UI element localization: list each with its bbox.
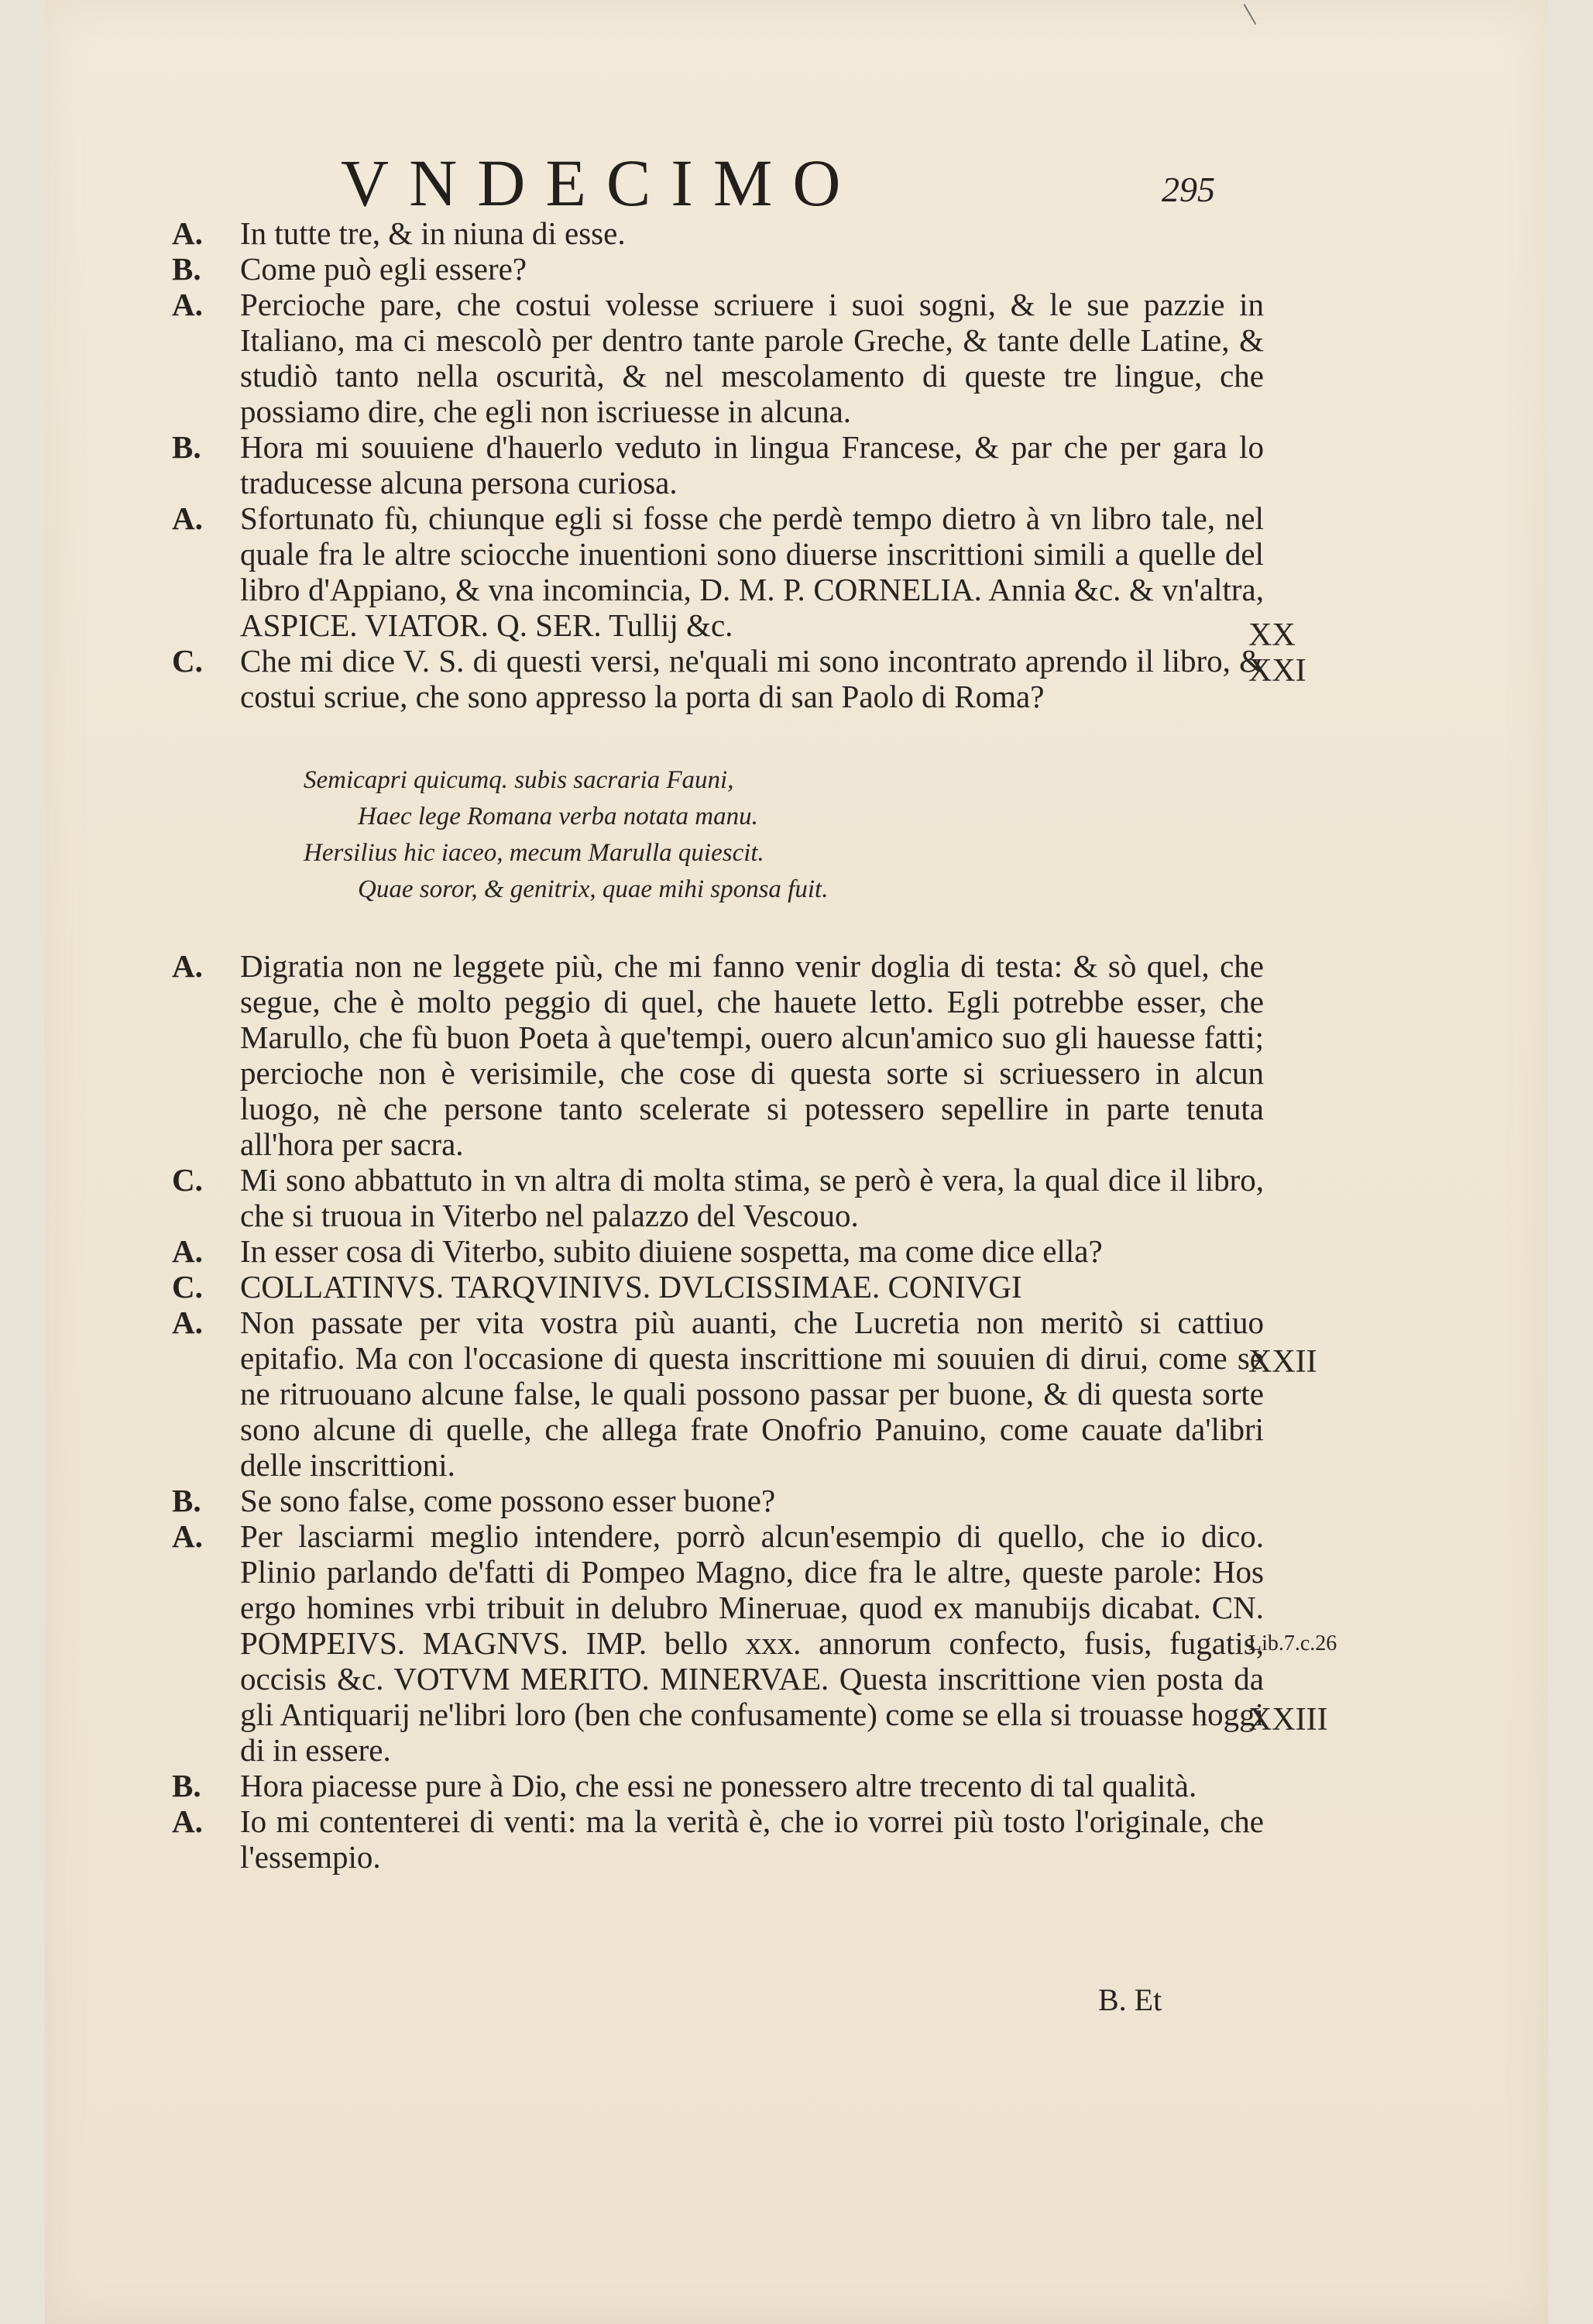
running-title: VNDECIMO [341,146,861,220]
dialogue-turn [172,1269,1264,1305]
dialogue-turn [172,287,1264,429]
dialogue-turn [172,1162,1264,1233]
turn-text: Hora mi souuiene d'hauerlo veduto in lingua Francese, & par che per gara lo traducesse alcuna persona curiosa. [240,429,1264,500]
margin-note: XX [1248,617,1296,653]
verse-line: Haec lege Romana verba notata manu. [358,803,758,830]
page-number: 295 [1162,170,1215,209]
dialogue-turn [172,1768,1264,1803]
dialogue-turn [172,1233,1264,1269]
inscription-text: COLLATINVS. TARQVINIVS. DVLCISSIMAE. CONIVGI [240,1269,1022,1305]
epitaph-verses [304,762,1264,908]
turn-text: Hora piacesse pure à Dio, che essi ne ponessero altre trecento di tal qualità. [240,1768,1197,1803]
turn-text: Come può egli essere? [240,251,527,287]
turn-text: Per lasciarmi meglio intendere, porrò alcun'esempio di quello, che io dico. Plinio parlando de'fatti di Pompeo Magno, dice fra le altre, queste parole: Hos ergo homines vrbi tribuit in delubro Mineruae, quod ex manubijs dicabat. CN. POMPEIVS. MAGNVS. IMP. bello xxx. annorum confecto, fusis, fugatis, occisis &c. VOTVM MERITO. MINERVAE. Questa inscrittione vien posta da gli Antiquarij ne'libri loro (ben che confusamente) come se ella si trouasse hoggi di in essere. [240,1518,1264,1768]
speaker-label: B. [172,251,201,287]
speaker-label: A. [172,287,203,322]
margin-note: Lib.7.c.26 [1248,1631,1337,1655]
turn-text: Se sono false, come possono esser buone? [240,1483,776,1518]
verse-line: Semicapri quicumq. subis sacraria Fauni, [304,766,734,794]
dialogue-turn [172,1803,1264,1875]
verse-line: Quae soror, & genitrix, quae mihi sponsa fuit. [358,875,829,903]
speaker-label: A. [172,1518,203,1554]
dialogue-turn [172,1305,1264,1483]
speaker-label: C. [172,1162,203,1198]
dialogue-turn [172,1483,1264,1518]
speaker-label: C. [172,643,203,679]
speaker-label: B. [172,429,201,465]
speaker-label: A. [172,1233,203,1269]
turn-text: Percioche pare, che costui volesse scriuere i suoi sogni, & le sue pazzie in Italiano, ma ci mescolò per dentro tante parole Greche, & tante delle Latine, & studiò tanto nella oscurità, & nel mescolamento di queste tre lingue, che possiamo dire, che egli non iscriuesse in alcuna. [240,287,1264,429]
speaker-label: B. [172,1768,201,1803]
margin-note: XXII [1248,1344,1317,1380]
turn-text: Io mi contenterei di venti: ma la verità è, che io vorrei più tosto l'originale, che l'essempio. [240,1803,1264,1875]
margin-note: XXIII [1248,1702,1328,1738]
dialogue-turn [172,215,1264,251]
dialogue-turn [172,643,1264,714]
verse-line: Hersilius hic iaceo, mecum Marulla quiescit. [304,839,764,867]
turn-text: Che mi dice V. S. di questi versi, ne'quali mi sono incontrato aprendo il libro, & costui scriue, che sono appresso la porta di san Paolo di Roma? [240,643,1264,714]
speaker-label: A. [172,1803,203,1839]
turn-text: In esser cosa di Viterbo, subito diuiene sospetta, ma come dice ella? [240,1233,1103,1269]
speaker-label: B. [172,1483,201,1518]
speaker-label: A. [172,948,203,984]
dialogue-turn [172,948,1264,1162]
turn-text: In tutte tre, & in niuna di esse. [240,215,626,251]
turn-text: Digratia non ne leggete più, che mi fanno venir doglia di testa: & sò quel, che segue, che è molto peggio di quel, che hauete letto. Egli potrebbe esser, che Marullo, che fù buon Poeta à que'tempi, ouero alcun'amico suo gli hauesse fatti; percioche non è verisimile, che cose di questa sorte si scriuessero in alcun luogo, nè che persone tanto scelerate si potessero sepellire in parte tenuta all'hora per sacra. [240,948,1264,1162]
margin-note: XXI [1248,653,1306,689]
dialogue-turn [172,1518,1264,1768]
catchword: B. Et [1098,1982,1162,2017]
speaker-label: A. [172,500,203,536]
speaker-label: A. [172,215,203,251]
dialogue-turn [172,429,1264,500]
dialogue-turn [172,251,1264,287]
speaker-label: C. [172,1269,203,1305]
speaker-label: A. [172,1305,203,1340]
turn-text: Mi sono abbattuto in vn altra di molta stima, se però è vera, la qual dice il libro, che si truoua in Viterbo nel palazzo del Vescouo. [240,1162,1264,1233]
dialogue-turn [172,500,1264,643]
turn-text: Non passate per vita vostra più auanti, che Lucretia non meritò si cattiuo epitafio. Ma con l'occasione di questa inscrittione mi souuien di dirui, come se ne ritruouano alcune false, le quali possono passar per buone, & di questa sorte sono alcune di quelle, che allega frate Onofrio Panuino, come cauate da'libri delle inscrittioni. [240,1305,1264,1483]
dialogue-text [172,215,1264,1875]
turn-text: Sfortunato fù, chiunque egli si fosse che perdè tempo dietro à vn libro tale, nel quale fra le altre sciocche inuentioni sono diuerse inscrittioni simili a quelle del libro d'Appiano, & vna incomincia, D. M. P. CORNELIA. Annia &c. & vn'altra, ASPICE. VIATOR. Q. SER. Tullij &c. [240,500,1264,643]
